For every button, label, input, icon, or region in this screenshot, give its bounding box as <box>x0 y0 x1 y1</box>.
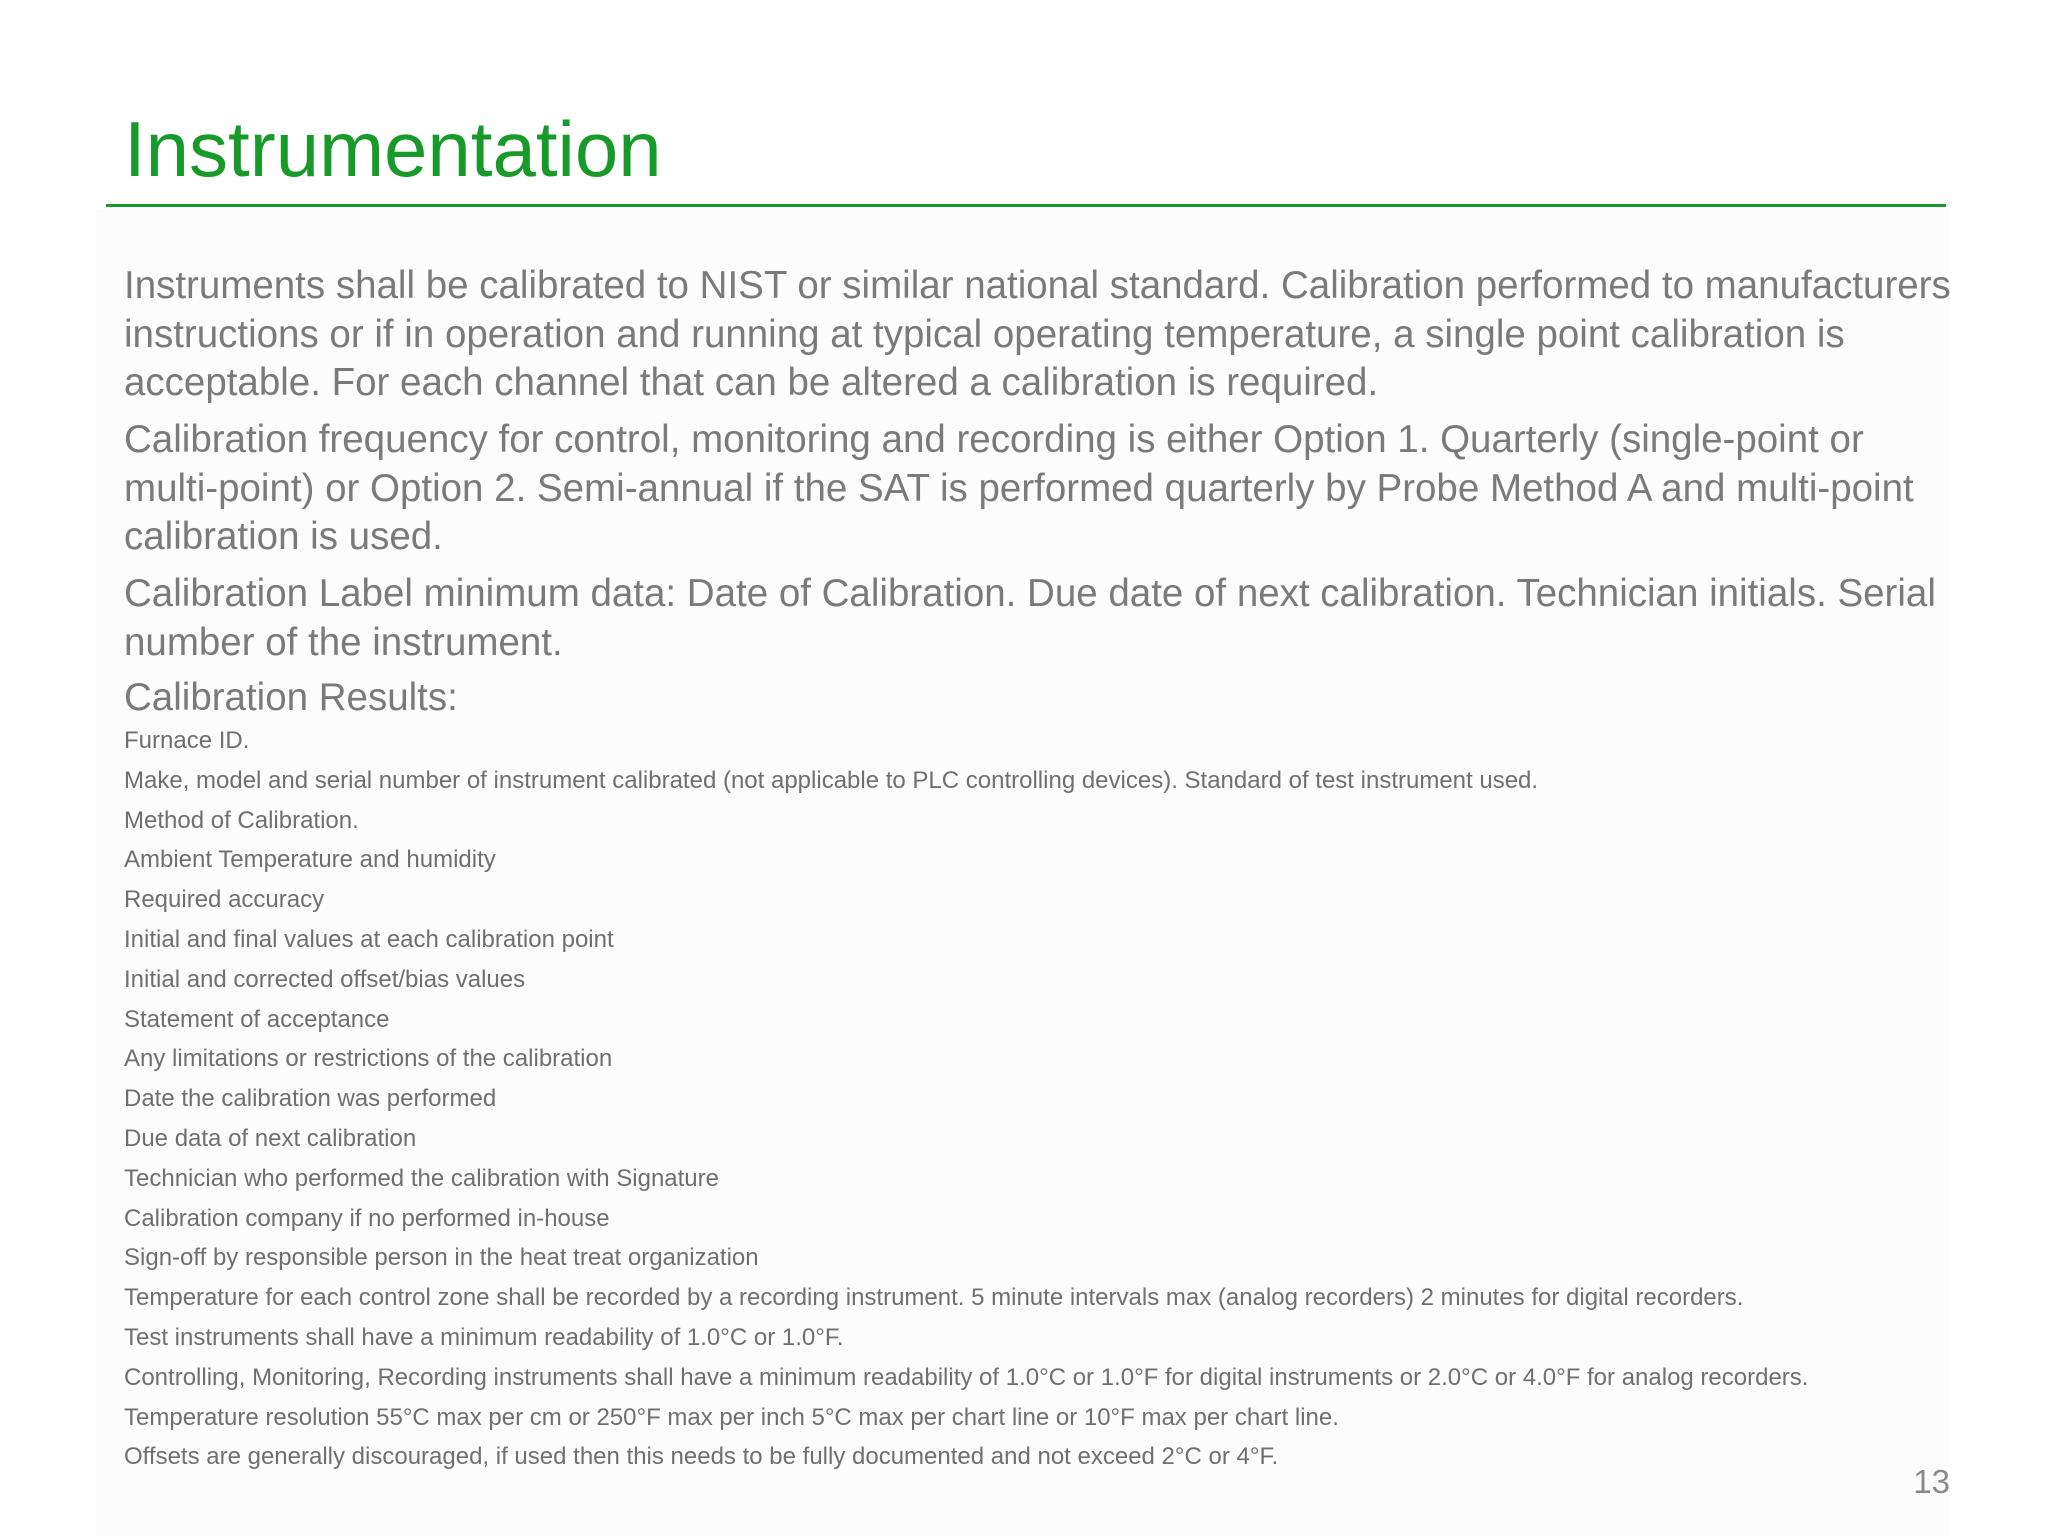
list-item: Due data of next calibration <box>124 1124 417 1152</box>
list-item: Offsets are generally discouraged, if used then this needs to be fully documented and not exceed 2°C or 4°F. <box>124 1443 1279 1471</box>
paragraph-calibration-frequency: Calibration frequency for control, monitoring and recording is either Option 1. Quarterly (single-point or multi-point) or Option 2. Semi-annual if the SAT is performed quarterly by Probe Method A and multi-point calibration is used. <box>124 418 1914 558</box>
slide-title: Instrumentation <box>124 105 662 193</box>
list-item: Technician who performed the calibration with Signature <box>124 1164 719 1192</box>
page-number: 13 <box>1913 1463 1950 1500</box>
list-item: Temperature for each control zone shall be recorded by a recording instrument. 5 minute intervals max (analog recorders) 2 minutes for digital recorders. <box>124 1284 1744 1312</box>
list-item: Method of Calibration. <box>124 806 359 834</box>
list-item: Make, model and serial number of instrument calibrated (not applicable to PLC controlling devices). Standard of test instrument used. <box>124 766 1539 794</box>
list-item: Initial and final values at each calibration point <box>124 925 614 953</box>
list-item: Initial and corrected offset/bias values <box>124 965 526 993</box>
paragraph-calibration-standard: Instruments shall be calibrated to NIST or similar national standard. Calibration performed to manufacturers instructions or if in operation and running at typical operating temperature, a single point calibration is acceptable. For each channel that can be altered a calibration is required. <box>124 264 1951 404</box>
list-item: Temperature resolution 55°C max per cm or 250°F max per inch 5°C max per chart line or 10°F max per chart line. <box>124 1403 1339 1431</box>
list-item: Test instruments shall have a minimum readability of 1.0°C or 1.0°F. <box>124 1323 844 1351</box>
list-item: Calibration company if no performed in-house <box>124 1204 610 1232</box>
paragraph-calibration-label: Calibration Label minimum data: Date of Calibration. Due date of next calibration. Technician initials. Serial number of the instrument. <box>124 572 1936 664</box>
list-item: Date the calibration was performed <box>124 1085 497 1113</box>
list-item: Sign-off by responsible person in the heat treat organization <box>124 1244 759 1272</box>
list-item: Statement of acceptance <box>124 1005 390 1033</box>
list-item: Controlling, Monitoring, Recording instruments shall have a minimum readability of 1.0°C or 1.0°F for digital instruments or 2.0°C or 4.0°F for analog recorders. <box>124 1363 1809 1391</box>
list-item: Required accuracy <box>124 886 325 914</box>
title-divider <box>106 204 1946 207</box>
list-item: Ambient Temperature and humidity <box>124 846 496 874</box>
list-item: Any limitations or restrictions of the calibration <box>124 1045 613 1073</box>
list-item: Furnace ID. <box>124 727 250 754</box>
paragraph-calibration-results-heading: Calibration Results: <box>124 676 458 719</box>
calibration-results-list <box>124 727 1984 1483</box>
